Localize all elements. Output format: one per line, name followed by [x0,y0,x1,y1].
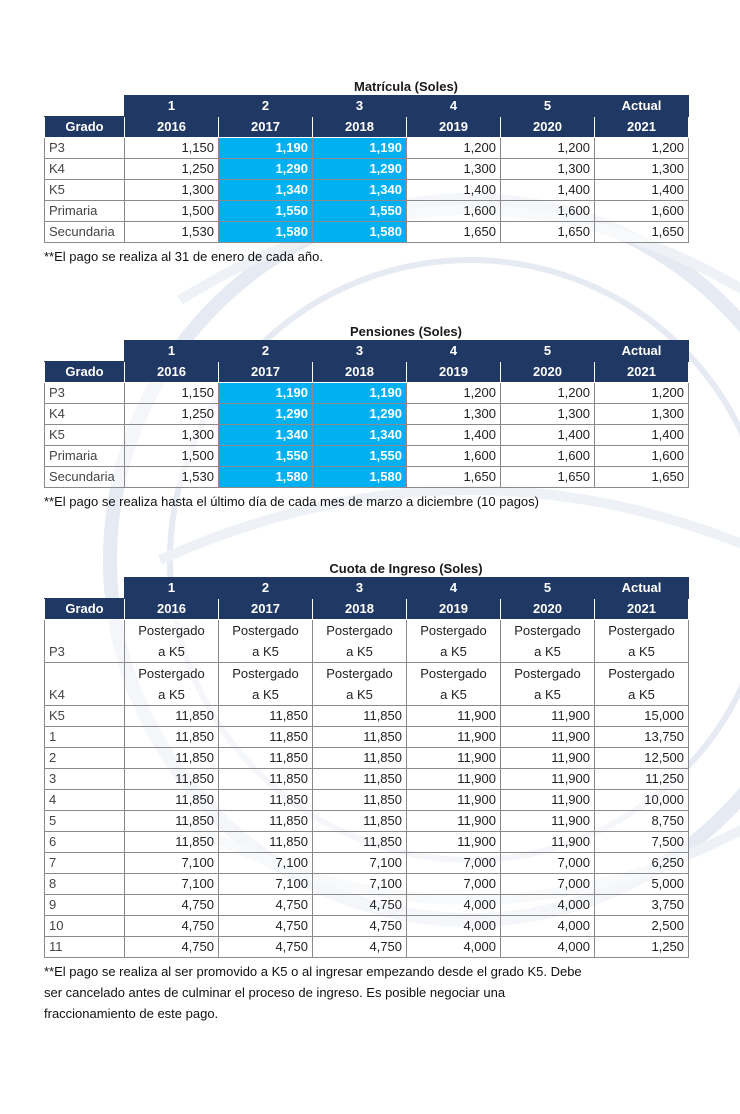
value-cell: 1,300 [595,159,689,180]
grade-cell: K5 [45,706,125,727]
value-cell: 11,850 [219,832,313,853]
value-cell: 1,200 [595,383,689,404]
index-header: 2 [219,341,313,362]
value-cell: 11,850 [313,727,407,748]
value-cell: 13,750 [595,727,689,748]
index-header: 2 [219,578,313,599]
deferred-line1: Postergado [420,666,487,681]
cuota-note-line: fraccionamiento de este pago. [44,1006,219,1021]
grade-cell: K4 [45,159,125,180]
grade-cell: 1 [45,727,125,748]
value-cell: 11,900 [407,832,501,853]
deferred-line1: Postergado [138,666,205,681]
value-cell: 1,300 [595,404,689,425]
value-cell: 4,750 [125,895,219,916]
highlighted-cell: 1,340 [219,425,313,446]
deferred-line1: Postergado [326,623,393,638]
deferred-cell [219,620,313,663]
value-cell: 1,300 [125,180,219,201]
deferred-line2: a K5 [628,687,655,702]
value-cell: 7,100 [313,853,407,874]
index-header: 1 [125,96,219,117]
grade-header: Grado [45,117,125,138]
deferred-cell [219,663,313,706]
index-header: 5 [501,341,595,362]
value-cell: 1,200 [501,383,595,404]
table-row [45,138,689,159]
value-cell: 4,750 [219,937,313,958]
value-cell: 7,000 [501,853,595,874]
highlighted-cell: 1,190 [313,383,407,404]
table-row [45,201,689,222]
pensiones-body [45,383,689,488]
table-row [45,663,689,706]
value-cell: 11,900 [407,727,501,748]
value-cell: 1,200 [501,138,595,159]
deferred-cell [595,620,689,663]
highlighted-cell: 1,290 [313,159,407,180]
deferred-cell [407,663,501,706]
table-row [45,446,689,467]
grade-cell: P3 [45,620,125,663]
value-cell: 11,850 [125,706,219,727]
year-header: 2017 [219,117,313,138]
value-cell: 1,400 [407,180,501,201]
grade-cell: K4 [45,663,125,706]
highlighted-cell: 1,290 [219,159,313,180]
value-cell: 1,200 [407,383,501,404]
highlighted-cell: 1,340 [313,425,407,446]
deferred-line1: Postergado [326,666,393,681]
deferred-line2: a K5 [440,687,467,702]
year-header: 2018 [313,117,407,138]
highlighted-cell: 1,190 [219,138,313,159]
grade-cell: 3 [45,769,125,790]
deferred-cell [313,663,407,706]
deferred-line2: a K5 [158,687,185,702]
value-cell: 1,400 [595,425,689,446]
grade-cell: P3 [45,138,125,159]
deferred-line2: a K5 [346,687,373,702]
value-cell: 1,300 [501,404,595,425]
value-cell: 1,500 [125,201,219,222]
index-header: 1 [125,578,219,599]
year-header: 2019 [407,117,501,138]
blank-header [45,341,125,362]
table-row [45,159,689,180]
value-cell: 11,850 [125,727,219,748]
value-cell: 7,100 [219,874,313,895]
deferred-cell [125,620,219,663]
value-cell: 1,300 [501,159,595,180]
value-cell: 11,850 [125,769,219,790]
value-cell: 10,000 [595,790,689,811]
pensiones-section [44,323,688,512]
value-cell: 1,400 [501,180,595,201]
value-cell: 11,850 [125,748,219,769]
year-header: 2018 [313,599,407,620]
highlighted-cell: 1,550 [313,446,407,467]
year-header: 2021 [595,117,689,138]
year-header: 2017 [219,599,313,620]
matricula-body [45,138,689,243]
highlighted-cell: 1,580 [219,222,313,243]
value-cell: 11,900 [407,790,501,811]
deferred-line1: Postergado [608,666,675,681]
year-header: 2020 [501,599,595,620]
cuota-table [44,577,689,958]
value-cell: 11,850 [313,748,407,769]
deferred-line2: a K5 [158,644,185,659]
value-cell: 1,300 [125,425,219,446]
value-cell: 1,530 [125,467,219,488]
highlighted-cell: 1,550 [219,201,313,222]
deferred-cell [595,663,689,706]
value-cell: 1,500 [125,446,219,467]
highlighted-cell: 1,290 [313,404,407,425]
value-cell: 4,750 [219,895,313,916]
value-cell: 4,000 [501,916,595,937]
blank-header [45,96,125,117]
value-cell: 4,000 [407,937,501,958]
value-cell: 11,900 [407,769,501,790]
grade-cell: 7 [45,853,125,874]
highlighted-cell: 1,290 [219,404,313,425]
value-cell: 7,500 [595,832,689,853]
year-header: 2017 [219,362,313,383]
value-cell: 4,750 [125,916,219,937]
value-cell: 4,000 [501,895,595,916]
value-cell: 4,750 [313,895,407,916]
value-cell: 1,400 [595,180,689,201]
cuota-body [45,620,689,958]
pensiones-note: **El pago se realiza hasta el último día de cada mes de marzo a diciembre (10 pagos) [44,494,539,509]
value-cell: 11,850 [313,811,407,832]
index-header: 3 [313,96,407,117]
matricula-note: **El pago se realiza al 31 de enero de cada año. [44,249,323,264]
value-cell: 1,400 [501,425,595,446]
index-header: 4 [407,341,501,362]
value-cell: 1,600 [595,446,689,467]
highlighted-cell: 1,550 [313,201,407,222]
highlighted-cell: 1,580 [313,222,407,243]
index-header: 5 [501,578,595,599]
value-cell: 1,650 [407,222,501,243]
deferred-cell [125,663,219,706]
value-cell: 11,900 [501,769,595,790]
index-header: 3 [313,578,407,599]
deferred-cell [313,620,407,663]
deferred-line1: Postergado [420,623,487,638]
value-cell: 11,250 [595,769,689,790]
deferred-line2: a K5 [534,644,561,659]
value-cell: 11,850 [313,706,407,727]
deferred-line2: a K5 [440,644,467,659]
value-cell: 11,900 [407,706,501,727]
year-header: 2021 [595,599,689,620]
value-cell: 1,600 [501,446,595,467]
value-cell: 1,300 [407,404,501,425]
value-cell: 2,500 [595,916,689,937]
index-header: 4 [407,578,501,599]
year-header: 2019 [407,362,501,383]
value-cell: 11,850 [219,706,313,727]
grade-cell: Secundaria [45,222,125,243]
matricula-table [44,95,689,243]
table-row [45,383,689,404]
value-cell: 1,650 [501,467,595,488]
value-cell: 1,250 [125,404,219,425]
table-row [45,748,689,769]
value-cell: 11,900 [501,727,595,748]
value-cell: 1,300 [407,159,501,180]
table-row [45,706,689,727]
table-row [45,874,689,895]
value-cell: 11,900 [501,832,595,853]
value-cell: 7,000 [501,874,595,895]
year-header: 2021 [595,362,689,383]
table-row [45,425,689,446]
table-row [45,404,689,425]
grade-cell: Secundaria [45,467,125,488]
index-header: Actual [595,578,689,599]
blank-header [45,578,125,599]
value-cell: 11,850 [125,790,219,811]
year-header: 2016 [125,117,219,138]
highlighted-cell: 1,190 [219,383,313,404]
value-cell: 11,850 [219,748,313,769]
value-cell: 1,650 [501,222,595,243]
deferred-line2: a K5 [534,687,561,702]
value-cell: 1,600 [501,201,595,222]
highlighted-cell: 1,190 [313,138,407,159]
deferred-line2: a K5 [252,644,279,659]
index-header: 4 [407,96,501,117]
year-header: 2019 [407,599,501,620]
grade-cell: 6 [45,832,125,853]
value-cell: 11,900 [501,790,595,811]
grade-cell: 4 [45,790,125,811]
value-cell: 11,900 [501,748,595,769]
value-cell: 11,850 [219,790,313,811]
value-cell: 7,100 [125,853,219,874]
year-header: 2020 [501,362,595,383]
table-row [45,832,689,853]
deferred-line2: a K5 [628,644,655,659]
year-header: 2016 [125,599,219,620]
index-header: Actual [595,96,689,117]
cuota-note-line: ser cancelado antes de culminar el proceso de ingreso. Es posible negociar una [44,985,506,1000]
deferred-line1: Postergado [514,623,581,638]
cuota-title: Cuota de Ingreso (Soles) [329,561,483,576]
year-header: 2016 [125,362,219,383]
value-cell: 11,850 [313,769,407,790]
table-row [45,895,689,916]
year-header: 2020 [501,117,595,138]
cuota-section [44,560,688,1024]
grade-cell: 5 [45,811,125,832]
highlighted-cell: 1,340 [219,180,313,201]
deferred-cell [501,663,595,706]
grade-cell: 2 [45,748,125,769]
table-row [45,222,689,243]
value-cell: 11,850 [219,727,313,748]
grade-cell: Primaria [45,446,125,467]
value-cell: 11,850 [125,832,219,853]
table-row [45,180,689,201]
grade-cell: Primaria [45,201,125,222]
value-cell: 11,900 [501,706,595,727]
value-cell: 11,850 [219,769,313,790]
index-header: Actual [595,341,689,362]
value-cell: 1,650 [407,467,501,488]
value-cell: 11,850 [313,832,407,853]
deferred-line2: a K5 [252,687,279,702]
value-cell: 4,750 [125,937,219,958]
value-cell: 7,000 [407,853,501,874]
grade-cell: K4 [45,404,125,425]
value-cell: 11,850 [219,811,313,832]
value-cell: 6,250 [595,853,689,874]
value-cell: 4,000 [407,916,501,937]
deferred-cell [407,620,501,663]
value-cell: 1,400 [407,425,501,446]
value-cell: 4,750 [313,937,407,958]
table-row [45,727,689,748]
value-cell: 5,000 [595,874,689,895]
index-header: 1 [125,341,219,362]
value-cell: 1,200 [595,138,689,159]
value-cell: 4,750 [219,916,313,937]
deferred-line1: Postergado [232,623,299,638]
cuota-note-line: **El pago se realiza al ser promovido a K5 o al ingresar empezando desde el grado K5. Debe [44,964,582,979]
value-cell: 11,850 [125,811,219,832]
deferred-line1: Postergado [514,666,581,681]
value-cell: 1,600 [407,446,501,467]
highlighted-cell: 1,340 [313,180,407,201]
table-row [45,937,689,958]
value-cell: 11,850 [313,790,407,811]
grade-header: Grado [45,599,125,620]
value-cell: 4,000 [407,895,501,916]
table-row [45,769,689,790]
deferred-line1: Postergado [138,623,205,638]
highlighted-cell: 1,580 [219,467,313,488]
grade-cell: K5 [45,425,125,446]
value-cell: 3,750 [595,895,689,916]
matricula-section [44,78,688,267]
value-cell: 7,000 [407,874,501,895]
grade-header: Grado [45,362,125,383]
highlighted-cell: 1,550 [219,446,313,467]
value-cell: 8,750 [595,811,689,832]
value-cell: 1,250 [595,937,689,958]
year-header: 2018 [313,362,407,383]
table-row [45,853,689,874]
grade-cell: K5 [45,180,125,201]
value-cell: 1,650 [595,467,689,488]
value-cell: 7,100 [219,853,313,874]
value-cell: 1,530 [125,222,219,243]
matricula-title: Matrícula (Soles) [353,79,459,94]
value-cell: 7,100 [313,874,407,895]
grade-cell: 11 [45,937,125,958]
highlighted-cell: 1,580 [313,467,407,488]
value-cell: 11,900 [407,811,501,832]
value-cell: 4,000 [501,937,595,958]
table-row [45,916,689,937]
value-cell: 1,650 [595,222,689,243]
grade-cell: 8 [45,874,125,895]
grade-cell: 10 [45,916,125,937]
index-header: 3 [313,341,407,362]
cuota-note [44,961,688,1024]
value-cell: 15,000 [595,706,689,727]
value-cell: 1,200 [407,138,501,159]
value-cell: 1,150 [125,383,219,404]
grade-cell: P3 [45,383,125,404]
index-header: 2 [219,96,313,117]
table-row [45,811,689,832]
pensiones-table [44,340,689,488]
index-header: 5 [501,96,595,117]
value-cell: 1,250 [125,159,219,180]
table-row [45,467,689,488]
value-cell: 11,900 [501,811,595,832]
deferred-line1: Postergado [232,666,299,681]
deferred-cell [501,620,595,663]
pensiones-title: Pensiones (Soles) [350,324,462,339]
value-cell: 11,900 [407,748,501,769]
value-cell: 12,500 [595,748,689,769]
deferred-line2: a K5 [346,644,373,659]
value-cell: 7,100 [125,874,219,895]
table-row [45,620,689,663]
value-cell: 1,600 [407,201,501,222]
grade-cell: 9 [45,895,125,916]
deferred-line1: Postergado [608,623,675,638]
table-row [45,790,689,811]
value-cell: 1,150 [125,138,219,159]
value-cell: 4,750 [313,916,407,937]
value-cell: 1,600 [595,201,689,222]
